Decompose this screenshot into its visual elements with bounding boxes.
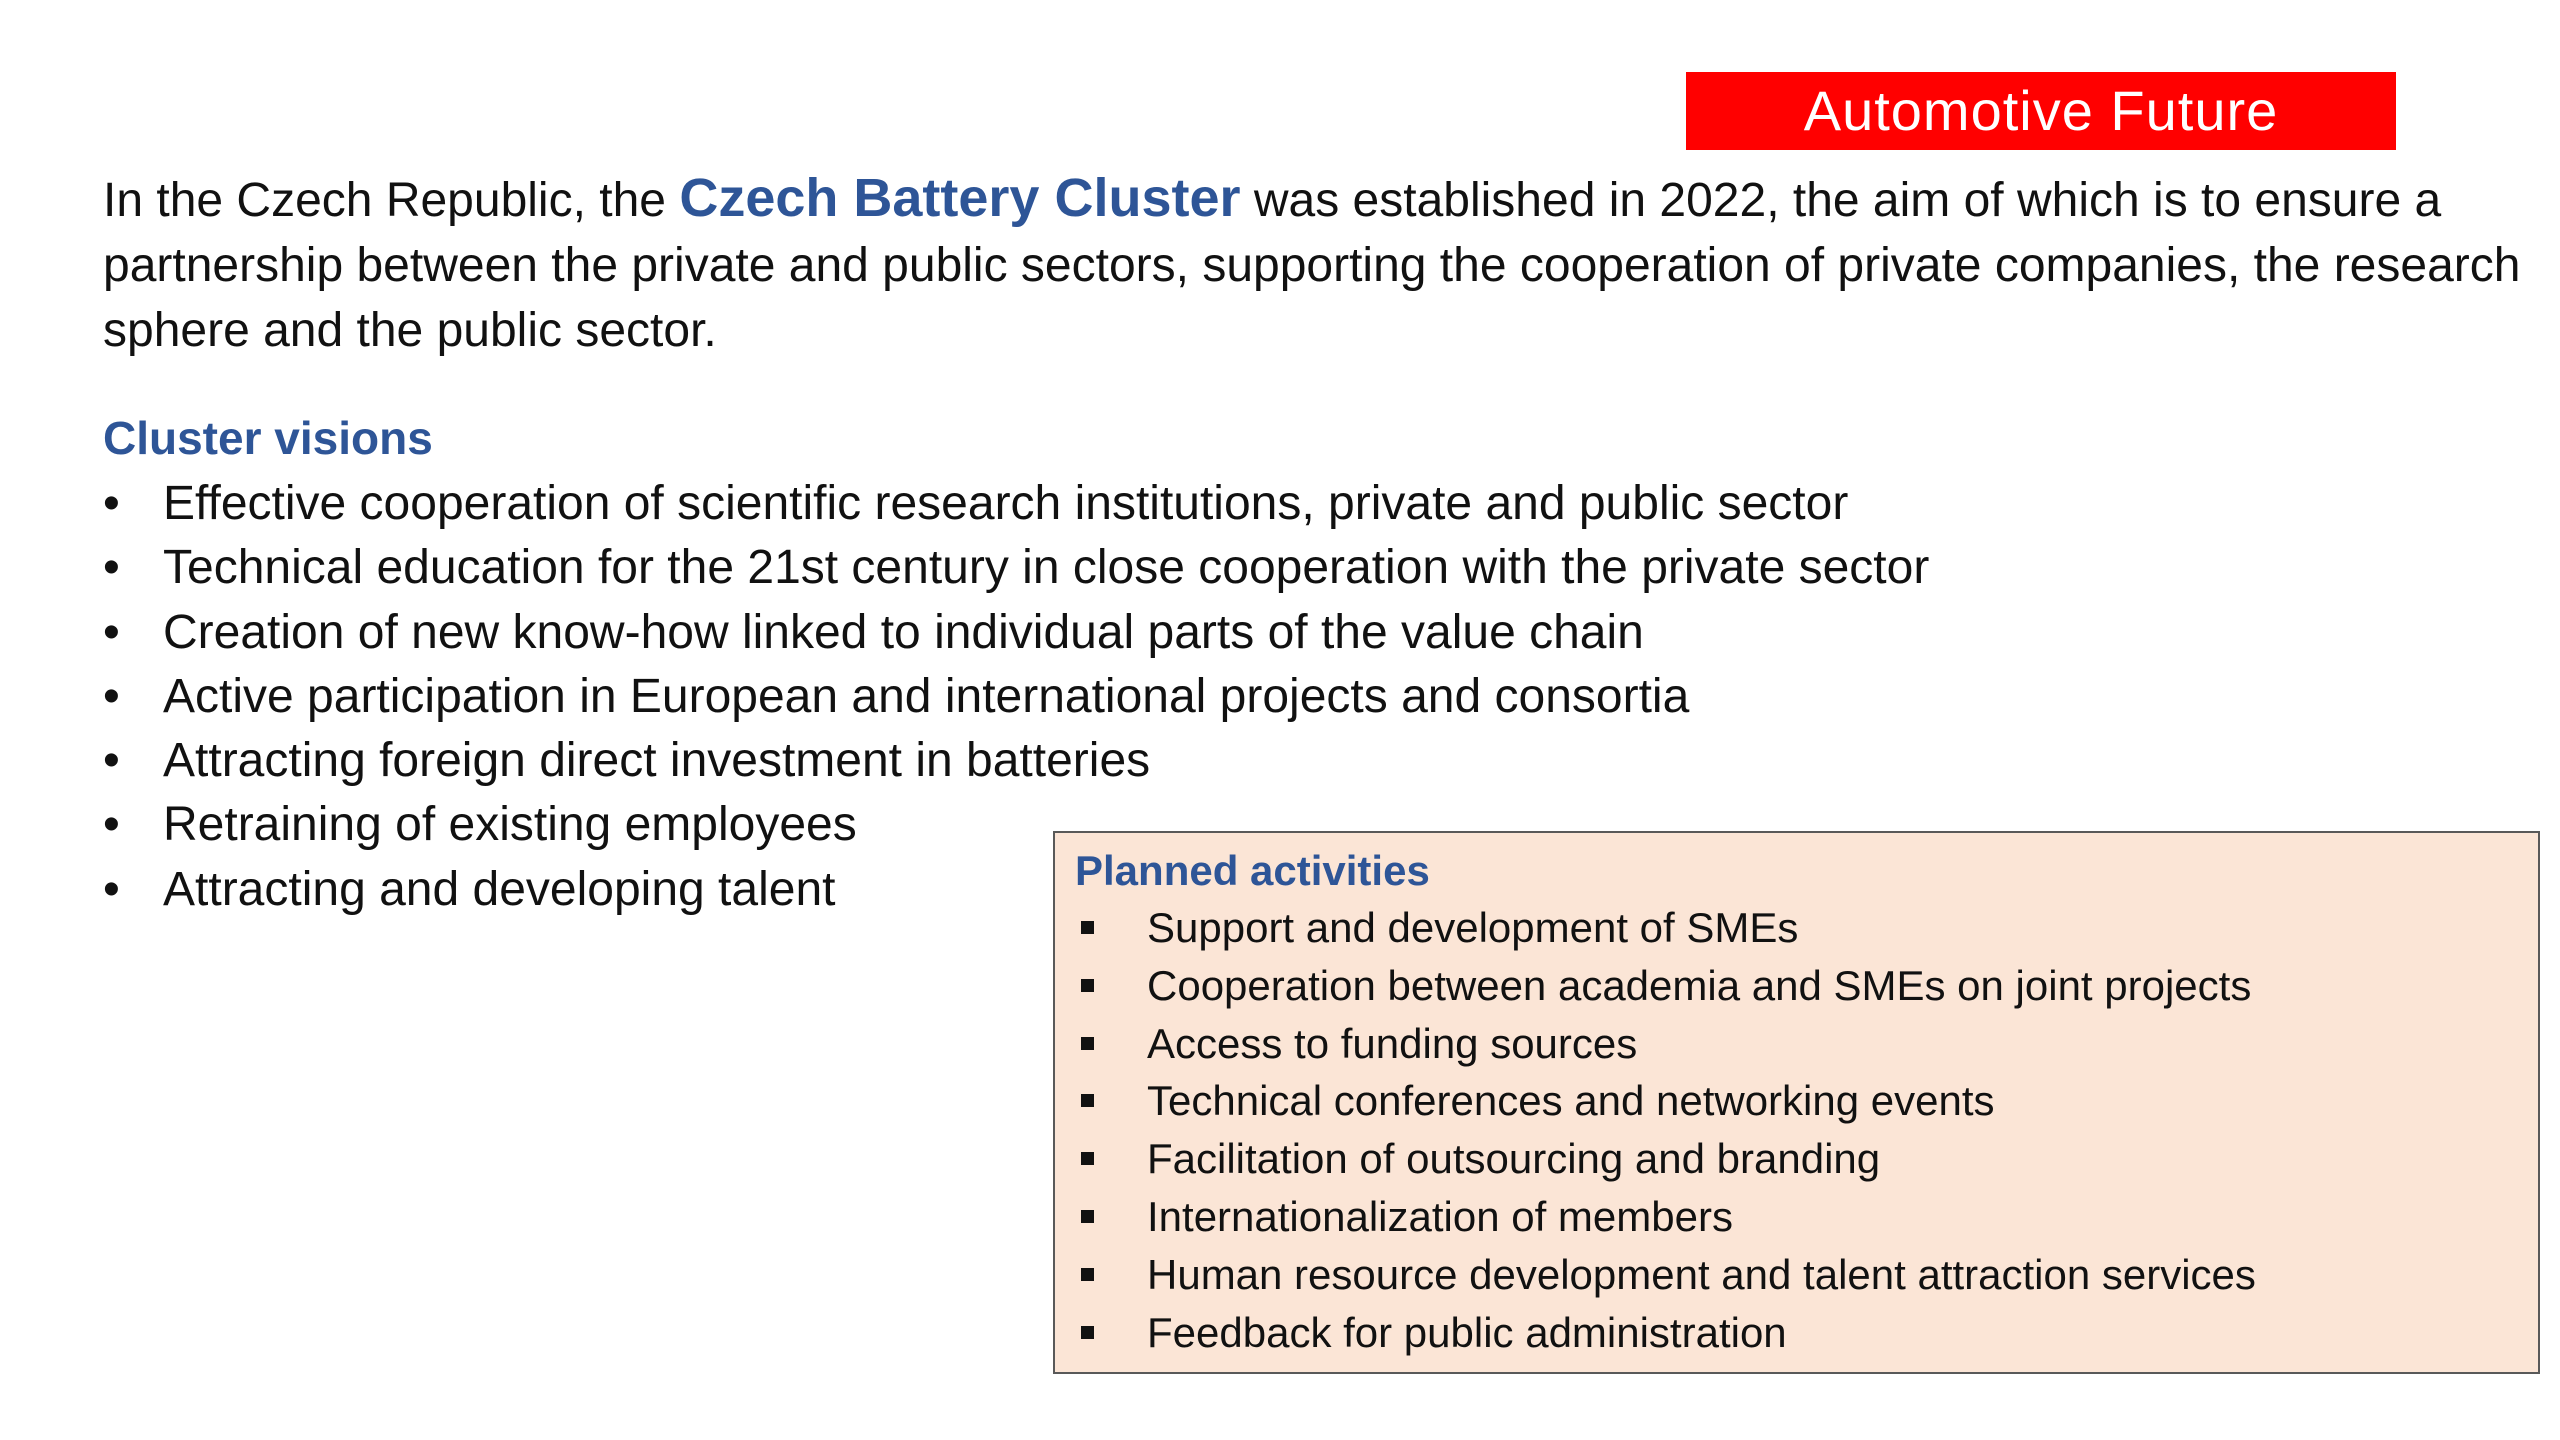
bullet-icon: •	[103, 541, 120, 595]
vision-item-text: Active participation in European and international projects and consortia	[163, 669, 1690, 723]
vision-item-text: Technical education for the 21st century in close cooperation with the private sector	[163, 541, 1930, 595]
planned-activities-box	[1053, 831, 2540, 1374]
vision-item-text: Attracting and developing talent	[163, 862, 836, 916]
square-bullet-icon	[1081, 921, 1094, 934]
cluster-name: Czech Battery Cluster	[679, 168, 1241, 228]
vision-item-text: Creation of new know-how linked to individual parts of the value chain	[163, 605, 1644, 659]
bullet-icon: •	[103, 734, 120, 788]
square-bullet-icon	[1081, 1326, 1094, 1339]
activity-item	[1075, 1188, 2256, 1246]
vision-item	[103, 665, 1929, 729]
activity-item	[1075, 1304, 2256, 1362]
activity-item-text: Internationalization of members	[1147, 1192, 1733, 1240]
activity-item	[1075, 1246, 2256, 1304]
square-bullet-icon	[1081, 979, 1094, 992]
activity-item-text: Access to funding sources	[1147, 1019, 1638, 1067]
activity-item-text: Cooperation between academia and SMEs on joint projects	[1147, 961, 2252, 1009]
vision-item-text: Retraining of existing employees	[163, 798, 857, 852]
square-bullet-icon	[1081, 1152, 1094, 1165]
activity-item	[1075, 957, 2256, 1015]
square-bullet-icon	[1081, 1210, 1094, 1223]
bullet-icon: •	[103, 862, 120, 916]
intro-text-start: In the Czech Republic, the	[103, 174, 680, 227]
activity-item-text: Feedback for public administration	[1147, 1308, 1787, 1356]
intro-paragraph	[103, 166, 2523, 363]
square-bullet-icon	[1081, 1037, 1094, 1050]
vision-item	[103, 536, 1929, 600]
bullet-icon: •	[103, 477, 120, 530]
intro-text-end: was established in 2022, the aim of which is to ensure a partnership between the private and public sectors, supporting the cooperation of private companies, the research sphere and the public sector.	[103, 174, 2521, 357]
square-bullet-icon	[1081, 1268, 1094, 1281]
square-bullet-icon	[1081, 1094, 1094, 1107]
activity-item	[1075, 1130, 2256, 1188]
planned-activities-heading: Planned activities	[1075, 847, 1430, 894]
planned-activities-list	[1075, 899, 2256, 1361]
vision-item-text: Attracting foreign direct investment in batteries	[163, 734, 1151, 788]
vision-item	[103, 472, 1929, 536]
cluster-visions-heading: Cluster visions	[103, 412, 433, 464]
activity-item-text: Technical conferences and networking events	[1147, 1077, 1995, 1125]
vision-item-text: Effective cooperation of scientific research institutions, private and public sector	[163, 477, 1849, 530]
bullet-icon: •	[103, 669, 120, 723]
vision-item	[103, 601, 1929, 665]
activity-item	[1075, 899, 2256, 957]
activity-item-text: Support and development of SMEs	[1147, 904, 1799, 951]
activity-item-text: Human resource development and talent attraction services	[1147, 1250, 2256, 1298]
vision-item	[103, 729, 1929, 793]
bullet-icon: •	[103, 605, 120, 659]
activity-item-text: Facilitation of outsourcing and branding	[1147, 1135, 1881, 1183]
automotive-future-tag: Automotive Future	[1686, 72, 2396, 150]
bullet-icon: •	[103, 798, 120, 852]
activity-item	[1075, 1072, 2256, 1130]
activity-item	[1075, 1015, 2256, 1073]
